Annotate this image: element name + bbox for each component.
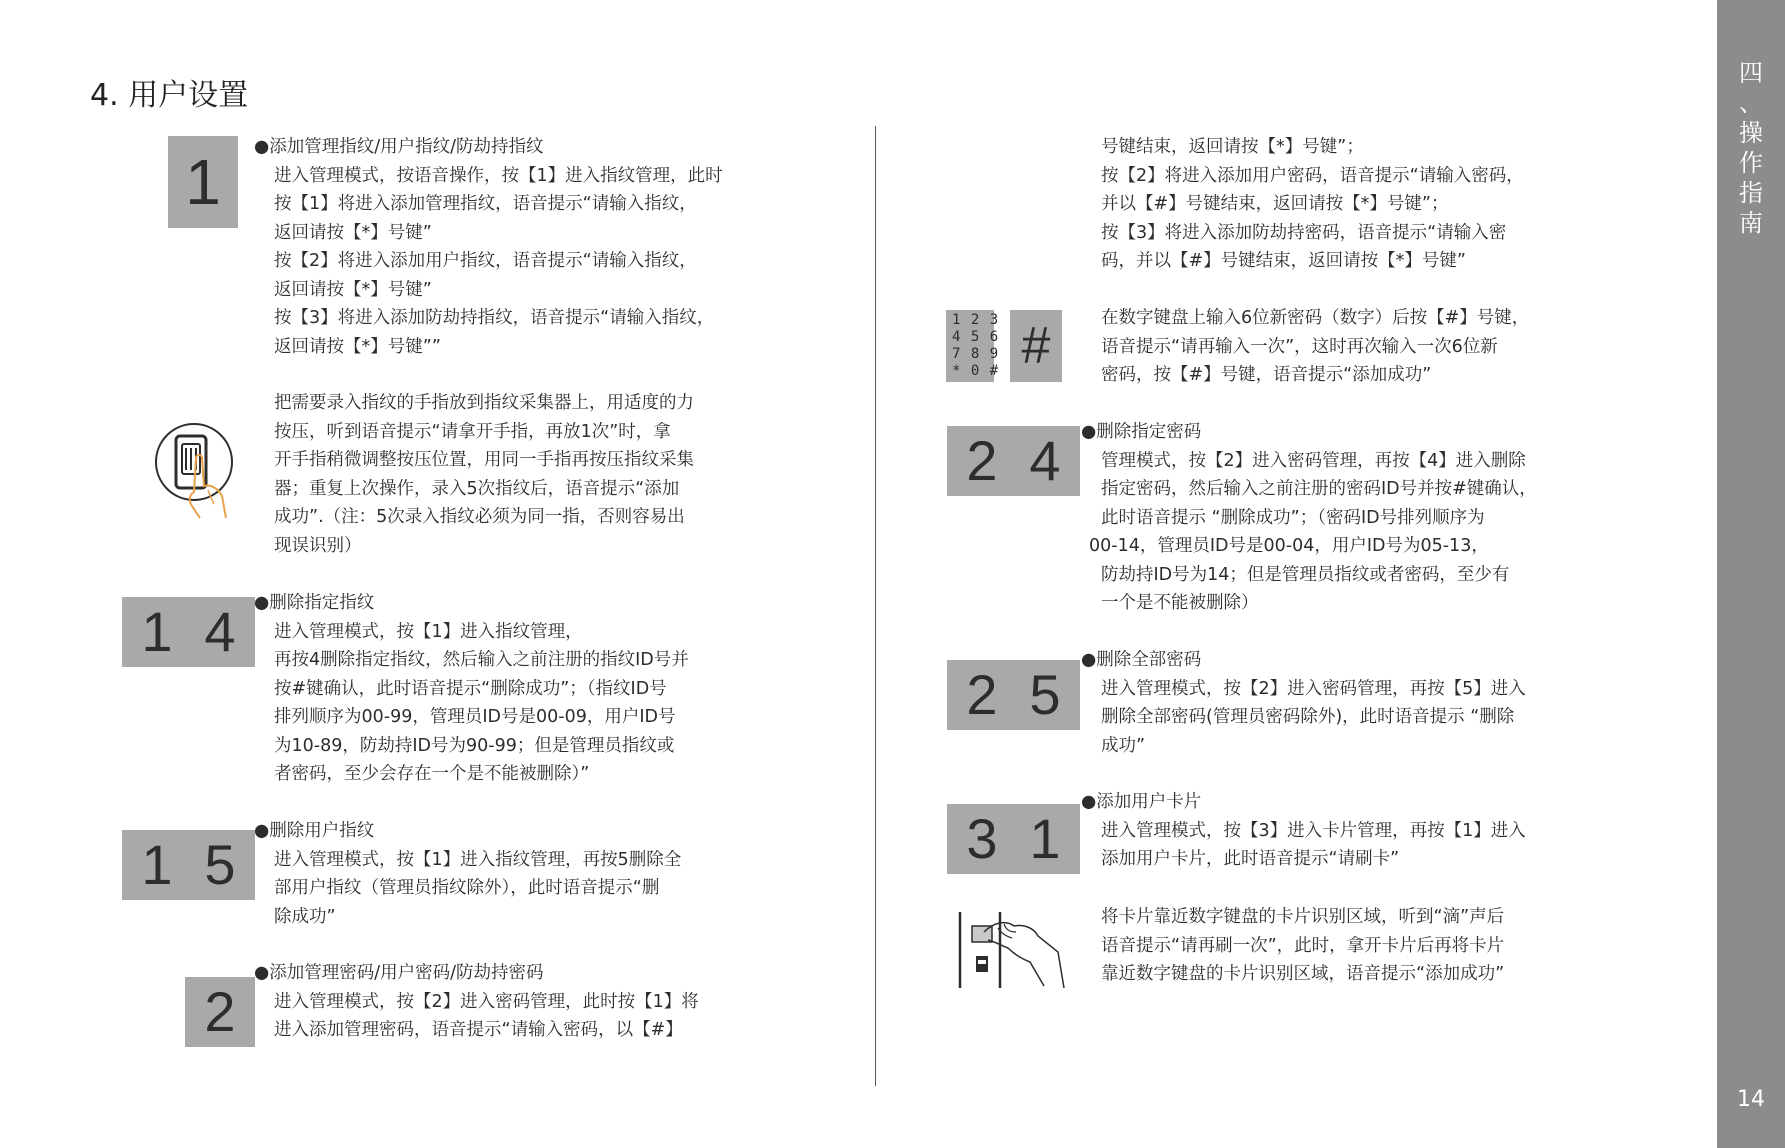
section-heading: ●添加管理密码/用户密码/防劫持密码 [254,963,544,983]
text-line: 者密码，至少会存在一个是不能被删除）” [274,764,590,784]
step-badge-2b: 2 [947,660,1017,730]
section-heading: ●添加用户卡片 [1081,792,1202,812]
text-line: 靠近数字键盘的卡片识别区域，语音提示“添加成功” [1101,964,1505,984]
text-line: 进入管理模式，按语音操作，按【1】进入指纹管理，此时 [274,165,723,186]
step-badge-5: 5 [185,830,255,900]
section-heading: ●删除指定密码 [1081,422,1202,442]
text-line: 成功”.（注：5次录入指纹必须为同一指，否则容易出 [274,507,685,527]
step-24-text [1081,418,1537,618]
card-instructions [1101,903,1504,989]
text-line: 将卡片靠近数字键盘的卡片识别区域，听到“滴”声后 [1101,907,1505,927]
text-line: 语音提示“请再输入一次”，这时再次输入一次6位新 [1101,336,1498,357]
text-line: 返回请按【*】号键” [274,222,432,243]
step-2-continued [1101,133,1524,276]
sidebar-band [1717,0,1785,1148]
step-1-text [254,133,723,361]
fingerprint-scanner-icon [152,420,242,520]
section-title-vertical [1717,58,1785,238]
text-line: 开手指稍微调整按压位置，用同一手指再按压指纹采集 [274,450,694,470]
text-line: 语音提示“请再刷一次”，此时，拿开卡片后再将卡片 [1101,935,1505,956]
text-line: 成功” [1101,735,1146,756]
page-title: 4. 用户设置 [90,78,249,113]
text-line: 管理模式，按【2】进入密码管理，再按【4】进入删除 [1101,450,1526,471]
text-line: 排列顺序为00-99，管理员ID号是00-09，用户ID号 [274,707,676,727]
step-badge-1: 1 [168,136,238,228]
step-15-text [254,817,682,931]
section-char: 作 [1739,149,1763,177]
text-line: 进入管理模式，按【2】进入密码管理，此时按【1】将 [274,991,699,1012]
text-line: 并以【#】号键结束，返回请按【*】号键”； [1101,194,1449,214]
column-divider [875,126,876,1086]
step-badge-5b: 5 [1010,660,1080,730]
text-line: 进入管理模式，按【3】进入卡片管理，再按【1】进入 [1101,820,1526,841]
step-badge-2a: 2 [947,426,1017,496]
text-line: 码，并以【#】号键结束，返回请按【*】号键” [1101,251,1466,271]
text-line: 进入添加管理密码，语音提示“请输入密码，以【#】 [274,1020,683,1040]
step-badge-4: 4 [185,597,255,667]
text-line: 在数字键盘上输入6位新密码（数字）后按【#】号键， [1101,308,1530,328]
step-2-text [254,959,699,1045]
text-line: 部用户指纹（管理员指纹除外），此时语音提示“删 [274,878,660,898]
text-line: 按【2】将进入添加用户密码，语音提示“请输入密码， [1101,165,1524,186]
text-line: 除成功” [274,906,336,927]
page-number: 14 [1737,1087,1765,1112]
text-line: 按【3】将进入添加防劫持指纹，语音提示“请输入指纹， [274,308,715,328]
text-line: 防劫持ID号为14；但是管理员指纹或者密码，至少有 [1101,564,1510,585]
text-line: 此时语音提示 “删除成功”；（密码ID号排列顺序为 [1101,507,1485,528]
text-line: 现误识别） [274,535,362,556]
text-line: 再按4删除指定指纹，然后输入之前注册的指纹ID号并 [274,650,689,670]
keypad-icon [946,310,1000,382]
step-badge-1c: 1 [1010,804,1080,874]
text-line: 密码，按【#】号键，语音提示“添加成功” [1101,365,1432,385]
section-char: 指 [1739,179,1763,207]
section-heading: ●删除指定指纹 [254,593,375,613]
step-31-text [1081,788,1526,874]
step-14-text [254,589,689,789]
keypad-row: 7 8 9 [952,346,1000,362]
text-line: 进入管理模式，按【1】进入指纹管理， [274,621,583,642]
text-line: 把需要录入指纹的手指放到指纹采集器上，用适度的力 [274,393,694,413]
text-line: 号键结束，返回请按【*】号键”； [1101,137,1364,157]
text-line: 删除全部密码(管理员密码除外)，此时语音提示 “删除 [1101,707,1515,727]
keypad-row: 4 5 6 [952,329,1000,345]
text-line: 器；重复上次操作，录入5次指纹后，语音提示“添加 [274,478,680,499]
step-badge-3: 3 [947,804,1017,874]
text-line: 按【1】将进入添加管理指纹，语音提示“请输入指纹， [274,194,697,214]
keypad-instructions [1101,304,1529,390]
text-line: 00-14，管理员ID号是00-04，用户ID号为05-13， [1089,536,1489,556]
text-line: 进入管理模式，按【2】进入密码管理，再按【5】进入 [1101,678,1526,699]
section-char: 、 [1739,89,1763,117]
text-line: 一个是不能被删除） [1101,593,1259,613]
card-swipe-icon [954,908,1070,990]
keypad-row: * 0 # [952,363,1000,379]
text-line: 按【3】将进入添加防劫持密码，语音提示“请输入密 [1101,222,1507,243]
step-badge-1b: 1 [122,830,192,900]
section-heading: ●删除用户指纹 [254,821,375,841]
text-line: 按【2】将进入添加用户指纹，语音提示“请输入指纹， [274,251,697,271]
text-line: 返回请按【*】号键”” [274,336,441,357]
section-heading: ●删除全部密码 [1081,650,1202,670]
text-line: 指定密码，然后输入之前注册的密码ID号并按#键确认， [1101,479,1537,499]
text-line: 为10-89，防劫持ID号为90-99；但是管理员指纹或 [274,735,675,756]
step-badge-2: 2 [185,977,255,1047]
text-line: 按#键确认，此时语音提示“删除成功”；（指纹ID号 [274,678,667,699]
text-line: 进入管理模式，按【1】进入指纹管理，再按5删除全 [274,849,682,870]
step-badge-4b: 4 [1010,426,1080,496]
section-char: 操 [1739,119,1763,147]
section-heading: ●添加管理指纹/用户指纹/防劫持指纹 [254,137,544,157]
step-badge-1a: 1 [122,597,192,667]
section-char: 南 [1739,209,1763,237]
fingerprint-instructions [274,389,694,560]
step-25-text [1081,646,1526,760]
text-line: 返回请按【*】号键” [274,279,432,300]
text-line: 添加用户卡片，此时语音提示“请刷卡” [1101,849,1400,869]
section-char: 四 [1739,59,1763,87]
text-line: 按压，听到语音提示“请拿开手指，再放1次”时，拿 [274,421,671,442]
hash-key-badge: # [1010,310,1062,382]
keypad-row: 1 2 3 [952,312,1000,328]
